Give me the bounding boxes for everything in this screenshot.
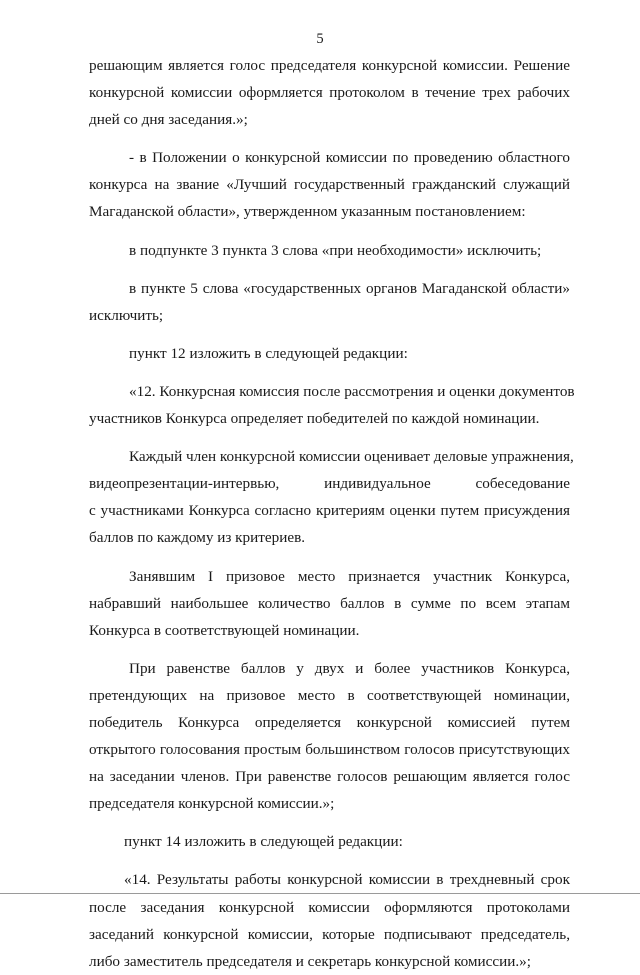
document-body bbox=[89, 52, 575, 975]
text-line: в подпункте 3 пункта 3 слова «при необходимости» исключить; bbox=[129, 241, 542, 259]
text-line: председателя конкурсной комиссии.»; bbox=[89, 795, 335, 813]
text-line: Занявшим I призовое место признается участник Конкурса, bbox=[129, 567, 570, 585]
text-line: решающим является голос председателя конкурсной комиссии. Решение bbox=[89, 57, 570, 74]
text-line: видеопрезентации-интервью, индивидуальное собеседование bbox=[89, 475, 570, 493]
text-line: «12. Конкурсная комиссия после рассмотрения и оценки документов bbox=[129, 382, 575, 400]
text-line: заседаний конкурсной комиссии, которые подписывают председатель, bbox=[89, 925, 570, 943]
text-line: Конкурса в соответствующей номинации. bbox=[89, 621, 360, 639]
text-line: на заседании членов. При равенстве голосов решающим является голос bbox=[89, 768, 570, 786]
text-line: конкурсной комиссии оформляется протоколом в течение трех рабочих bbox=[89, 84, 570, 102]
text-line: баллов по каждому из критериев. bbox=[89, 529, 306, 547]
text-line: претендующих на призовое место в соответствующей номинации, bbox=[89, 686, 570, 704]
text-line: с участниками Конкурса согласно критериям оценки путем присуждения bbox=[89, 502, 570, 520]
text-line: «14. Результаты работы конкурсной комиссии в трехдневный срок bbox=[124, 871, 570, 889]
text-line: в пункте 5 слова «государственных органов Магаданской области» bbox=[129, 279, 570, 297]
text-line: Магаданской области», утвержденном указанным постановлением: bbox=[89, 203, 526, 221]
text-line: исключить; bbox=[89, 306, 164, 324]
text-line: Каждый член конкурсной комиссии оценивает деловые упражнения, bbox=[129, 448, 574, 466]
bottom-rule bbox=[0, 893, 640, 894]
text-line: пункт 12 изложить в следующей редакции: bbox=[129, 344, 408, 362]
page-number: 5 bbox=[316, 31, 324, 47]
text-line: после заседания конкурсной комиссии оформляются протоколами bbox=[89, 898, 570, 916]
text-line: дней со дня заседания.»; bbox=[89, 111, 248, 129]
text-line: При равенстве баллов у двух и более участников Конкурса, bbox=[129, 659, 570, 677]
text-line: - в Положении о конкурсной комиссии по проведению областного bbox=[129, 149, 570, 167]
text-line: пункт 14 изложить в следующей редакции: bbox=[124, 833, 403, 851]
text-line: конкурса на звание «Лучший государственный гражданский служащий bbox=[89, 176, 570, 194]
text-line: победитель Конкурса определяется конкурсной комиссией путем bbox=[89, 713, 570, 731]
text-line: либо заместитель председателя и секретарь конкурсной комиссии.»; bbox=[89, 952, 532, 970]
text-line: набравший наибольшее количество баллов в сумме по всем этапам bbox=[89, 594, 570, 612]
text-line: участников Конкурса определяет победителей по каждой номинации. bbox=[89, 410, 540, 428]
text-line: открытого голосования простым большинством голосов присутствующих bbox=[89, 741, 570, 759]
